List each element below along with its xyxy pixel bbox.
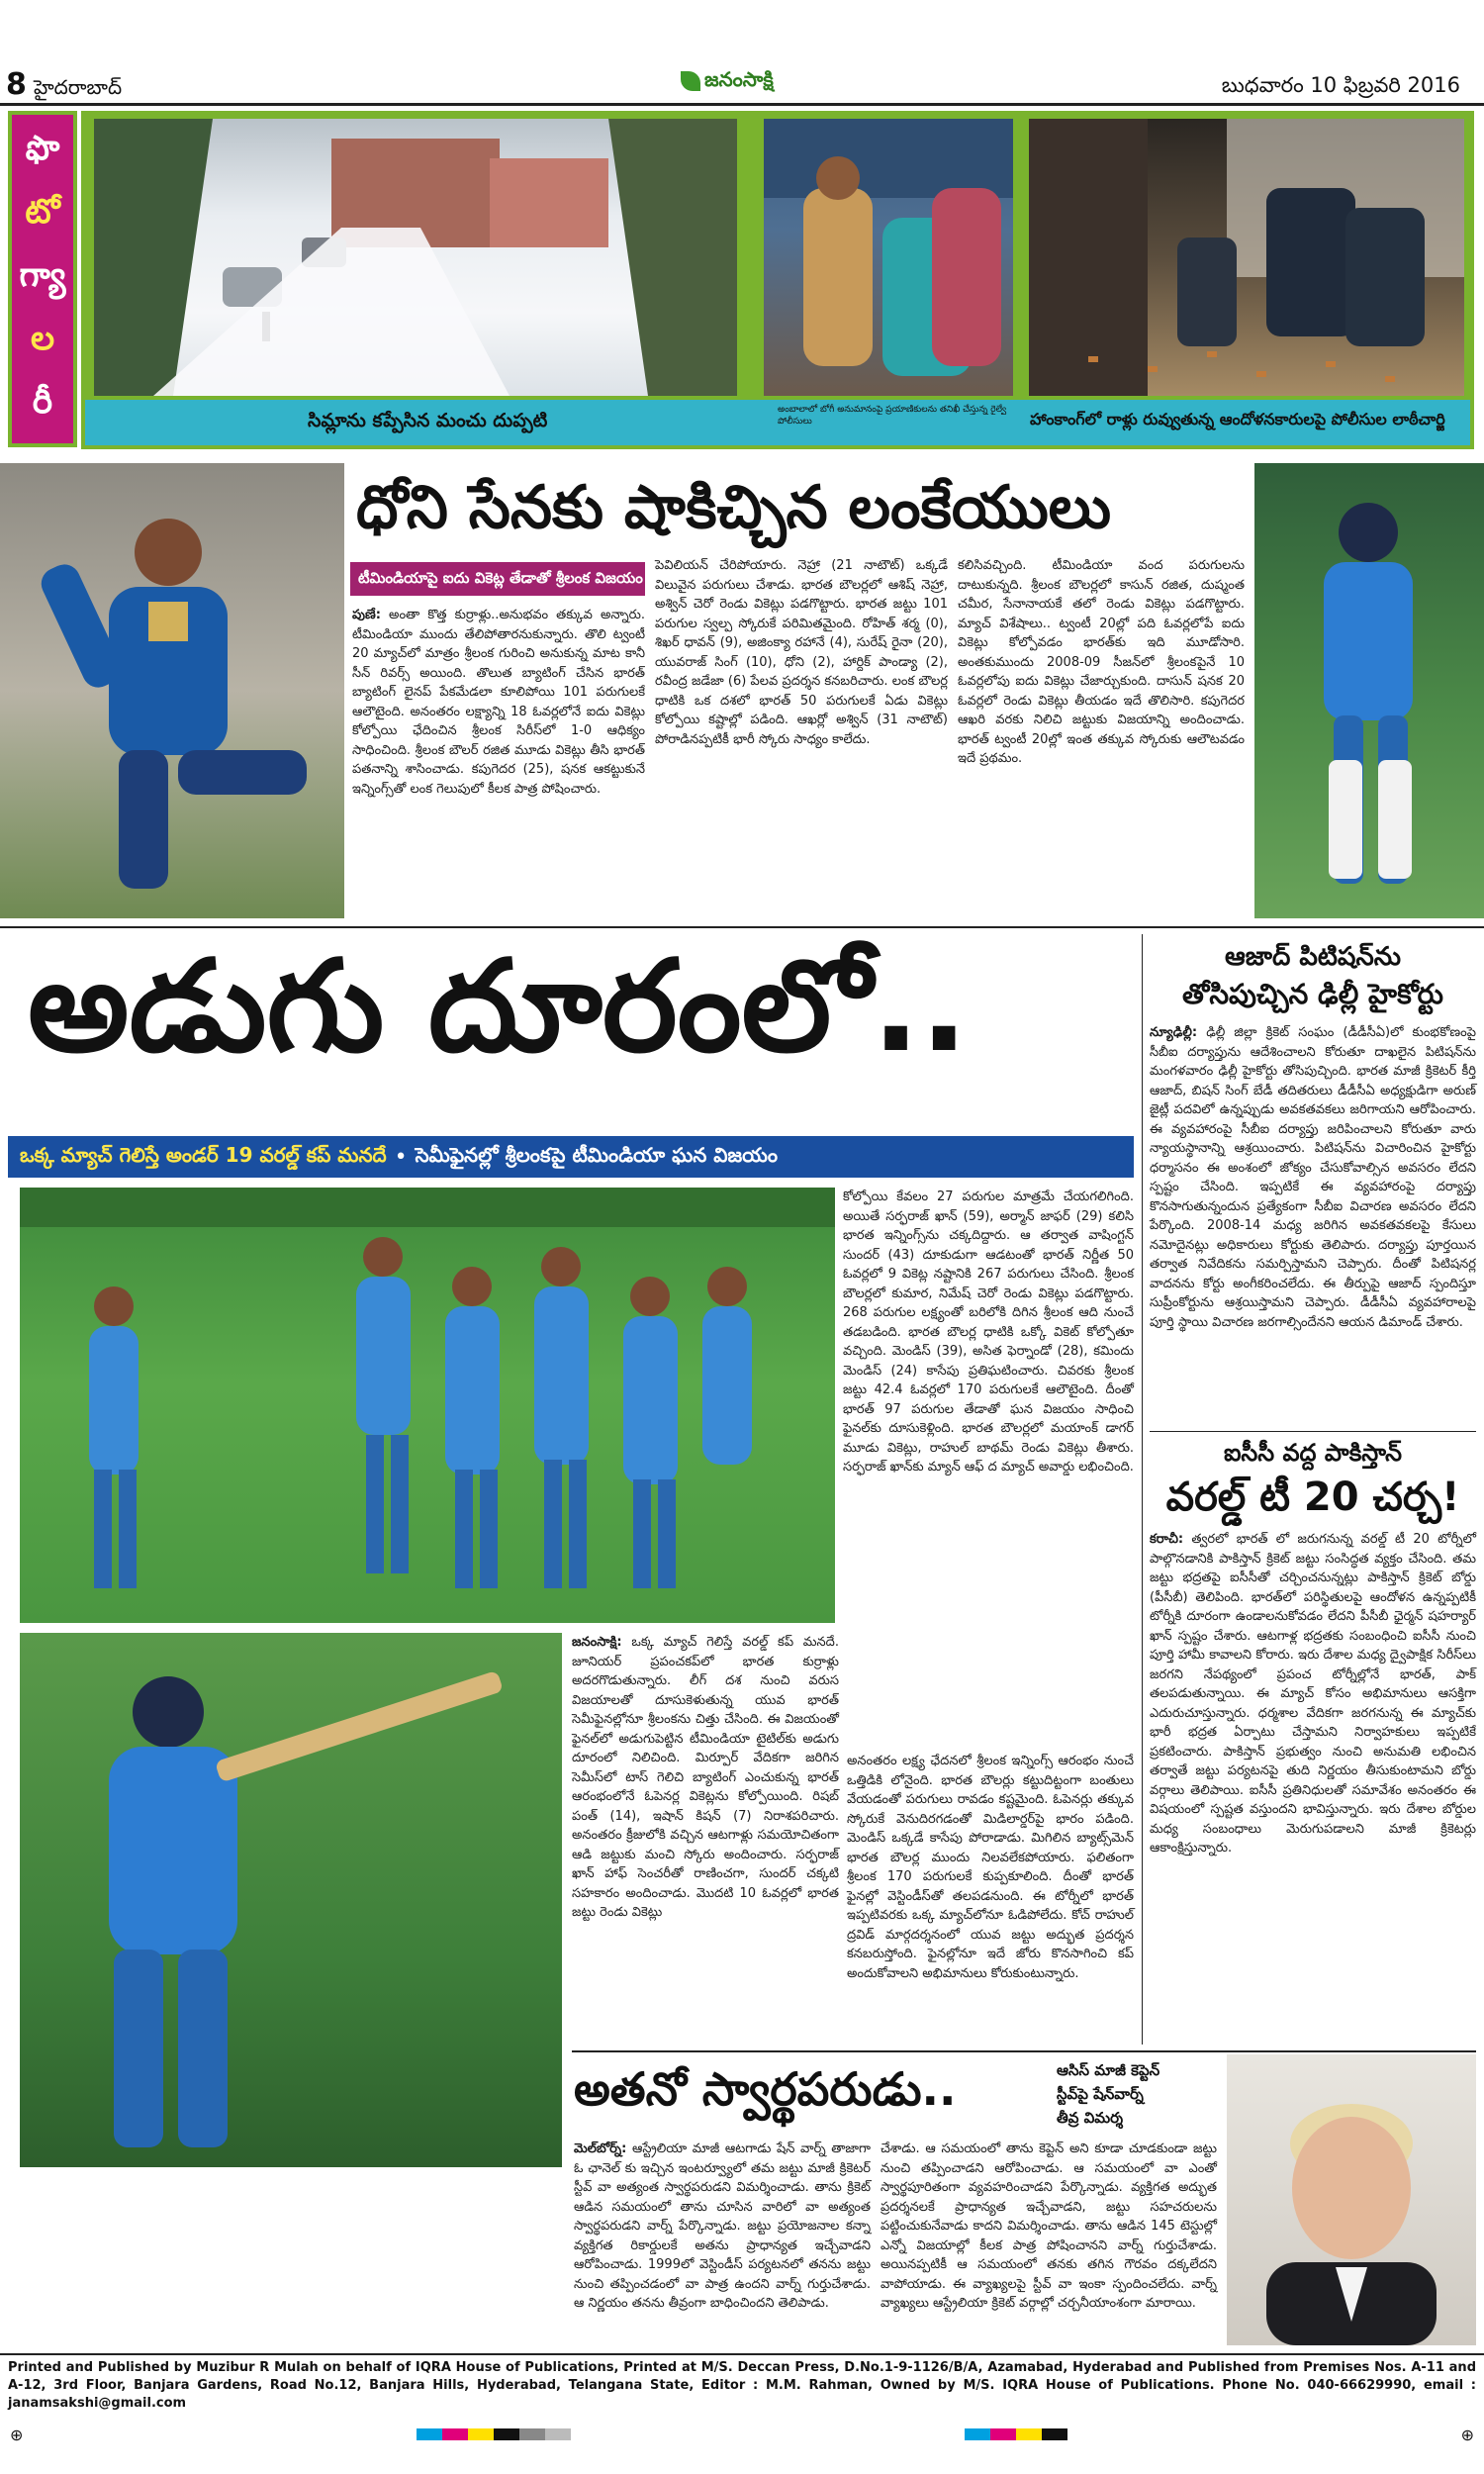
story2-column-lower-2: అనంతరం లక్ష్య ఛేదనలో శ్రీలంక ఇన్నింగ్స్ ఆరంభం నుంచే ఒత్తిడికి లోనైంది. భారత బౌలర్లు కట్టుదిట్టంగా బంతులు వేయడంతో పరుగులు రావడం కష్టమైంది. ఓపెనర్లు తక్కువ స్కోరుకే వెనుదిరగడంతో మిడిలార్డర్‌పై భారం పడింది. మెండిస్ ఒక్కడే కాసేపు పోరాడాడు. మిగిలిన బ్యాట్స్‌మెన్ భారత బౌలర్ల ముందు నిలవలేకపోయారు. ఫలితంగా శ్రీలంక 170 పరుగులకే కుప్పకూలింది. దీంతో భారత్ ఫైనల్లో వెస్టిండీస్‌తో తలపడనుంది. ఈ టోర్నీలో భారత్ ఇప్పటివరకు ఒక్క మ్యాచ్‌లోనూ ఓడిపోలేదు. కోచ్ రాహుల్ ద్రవిడ్ మార్గదర్శనంలో యువ జట్టు అద్భుత ప్రదర్శన కనబరుస్తోంది. ఫైనల్లోనూ ఇదే జోరు కొనసాగించి కప్ అందుకోవాలని అభిమానులు కోరుకుంటున్నారు. bbox=[847, 1754, 1134, 1981]
story3-headline: తోసిపుచ్చిన ఢిల్లీ హైకోర్టు bbox=[1182, 978, 1443, 1010]
batsman-shot-photo bbox=[20, 1633, 562, 2167]
registration-mark-icon: ⊕ bbox=[10, 2425, 24, 2444]
bullet-icon: • bbox=[394, 1144, 408, 1170]
leaf-icon bbox=[681, 71, 700, 91]
story3-bottom-rule bbox=[1150, 1431, 1476, 1432]
right-column-rule bbox=[1142, 934, 1143, 2045]
story2-headline: అడుగు దూరంలో.. bbox=[28, 933, 969, 1081]
story1-column-1 bbox=[352, 606, 645, 918]
story2-column-right: కోల్పోయి కేవలం 27 పరుగుల మాత్రమే చేయగలిగింది. అయితే సర్ఫరాజ్ ఖాన్ (59), అర్మాన్ జాఫర్ (29) కలిసి భారత ఇన్నింగ్స్‌ను చక్కదిద్దారు. ఆ తర్వాత వాషింగ్టన్ సుందర్ (43) దూకుడుగా ఆడటంతో భారత్ నిర్ణీత 50 ఓవర్లలో 9 వికెట్ల నష్టానికి 267 పరుగులు చేసింది. శ్రీలంక బౌలర్లలో కుమార, నిమేష్ చెరో రెండు వికెట్లు పడగొట్టారు. 268 పరుగుల లక్ష్యంతో బరిలోకి దిగిన శ్రీలంక ఆది నుంచే తడబడింది. భారత బౌలర్ల ధాటికి ఒక్కో వికెట్ కోల్పోతూ వచ్చింది. మెండిస్ (39), అసిత ఫెర్నాండో (28), కమిందు మెండిస్ (24) కాసేపు ప్రతిఘటించారు. చివరకు శ్రీలంక జట్టు 42.4 ఓవర్లలో 170 పరుగులకే ఆలౌటైంది. దీంతో భారత్ 97 పరుగుల తేడాతో ఘన విజయం సాధించి ఫైనల్‌కు దూసుకెళ్లింది. భారత బౌలర్లలో మయాంక్ డాగర్ మూడు వికెట్లు, రాహుల్ బాథమ్ రెండు వికెట్లు తీశారు. సర్ఫరాజ్ ఖాన్‌కు మ్యాన్ ఆఫ్ ద మ్యాచ్ అవార్డు లభించింది. bbox=[843, 1189, 1134, 1475]
story5-side-line-2: స్టీవ్‌పై షేన్‌వార్న్ bbox=[1057, 2085, 1144, 2103]
story2-banner-left: ఒక్క మ్యాచ్ గెలిస్తే అండర్ 19 వరల్డ్ కప్ మనదే bbox=[20, 1142, 387, 1167]
lanka-bowler-photo bbox=[0, 463, 344, 918]
registration-strip bbox=[0, 2425, 1484, 2444]
story4-body bbox=[1150, 1530, 1476, 2045]
story5-side-line-1: ఆసిస్ మాజీ కెప్టెన్ bbox=[1057, 2061, 1160, 2079]
story2-banner bbox=[8, 1136, 1134, 1178]
snow-caption: సిమ్లాను కప్పేసిన మంచు దుప్పటి bbox=[308, 410, 548, 431]
story3-kicker: ఆజాద్ పిటిషన్‌ను bbox=[1225, 942, 1401, 972]
story1-dateline: పుణే: bbox=[352, 608, 381, 622]
story3-body-text: ఢిల్లీ జిల్లా క్రికెట్ సంఘం (డీడీసీఏ)లో కుంభకోణంపై సీబీఐ దర్యాప్తును ఆదేశించాలని కోరుతూ దాఖలైన పిటిషన్‌ను మంగళవారం ఢిల్లీ హైకోర్టు తోసిపుచ్చింది. భారత మాజీ క్రికెటర్ కీర్తి ఆజాద్, బిషన్ సింగ్ బేడీ తదితరులు డీడీసీఏ అధ్యక్షుడిగా అరుణ్ జైట్లీ పదవిలో ఉన్నప్పుడు అవకతవకలు జరిగాయని ఆరోపించారు. ఈ వ్యవహారంపై సీబీఐ దర్యాప్తు జరిపించాలని కోరుతూ వారు న్యాయస్థానాన్ని ఆశ్రయించారు. పిటిషన్‌ను విచారించిన హైకోర్టు ధర్మాసనం ఈ అంశంలో జోక్యం చేసుకోవాల్సిన అవసరం లేదని స్పష్టం చేసింది. ఇప్పటికే ఈ వ్యవహారంపై దర్యాప్తు కొనసాగుతున్నందున ప్రత్యేకంగా సీబీఐ విచారణ అవసరం లేదని పేర్కొంది. 2008-14 మధ్య జరిగిన అవకతవకలపై కేసులు నమోదైనట్లు అధికారులు కోర్టుకు తెలిపారు. దర్యాప్తు పూర్తయిన తర్వాత నివేదికను సమర్పిస్తామని చెప్పారు. దీంతో పిటిషనర్ల వాదనను కోర్టు అంగీకరించలేదు. ఈ తీర్పుపై ఆజాద్ స్పందిస్తూ సుప్రీంకోర్టును ఆశ్రయిస్తామని చెప్పారు. డీడీసీఏ వ్యవహారాలపై పూర్తి స్థాయి విచారణ జరగాల్సిందేనని ఆయన డిమాండ్ చేశారు. bbox=[1150, 1025, 1476, 1330]
story3-body bbox=[1150, 1023, 1476, 1425]
gallery-label-char: ఫొ bbox=[25, 129, 60, 168]
story5-side-heading bbox=[1057, 2058, 1235, 2130]
story5-headline: అతనో స్వార్థపరుడు.. bbox=[574, 2062, 957, 2116]
story4-headline: వరల్డ్ టీ 20 చర్చ! bbox=[1165, 1475, 1460, 1520]
story2-dateline: జనంసాక్షి: bbox=[572, 1635, 622, 1650]
batsman-shot-figure bbox=[20, 1633, 562, 2167]
story3-dateline: న్యూఢిల్లీ: bbox=[1150, 1025, 1198, 1040]
gallery-label-column bbox=[8, 111, 77, 447]
page-header bbox=[0, 0, 1484, 109]
story4-body-text: త్వరలో భారత్ లో జరుగనున్న వరల్డ్ టీ 20 టోర్నీలో పాల్గొనడానికి పాకిస్తాన్ క్రికెట్ జట్టు సంసిద్ధత వ్యక్తం చేసింది. తమ జట్టు భద్రతపై ఐసీసీతో చర్చించనున్నట్లు పాకిస్తాన్ క్రికెట్ బోర్డు (పీసీబీ) తెలిపింది. భారత్‌లో పరిస్థితులపై ఆందోళన ఉన్నప్పటికీ టోర్నీకి దూరంగా ఉండాలనుకోవడం లేదని పీసీబీ ఛైర్మన్ షహర్యార్ ఖాన్ స్పష్టం చేశారు. ఆటగాళ్ల భద్రతకు సంబంధించి ఐసీసీ నుంచి పూర్తి హామీ కావాలని కోరారు. ఇరు దేశాల మధ్య ద్వైపాక్షిక సిరీస్‌లు జరగని నేపథ్యంలో ప్రపంచ టోర్నీల్లోనే భారత్, పాక్ తలపడుతున్నాయి. ఈ మ్యాచ్ కోసం అభిమానులు ఆసక్తిగా ఎదురుచూస్తున్నారు. ధర్మశాల వేదికగా జరగనున్న ఈ మ్యాచ్‌కు భారీ భద్రత ఏర్పాటు చేస్తామని నిర్వాహకులు ఇప్పటికే ప్రకటించారు. పాకిస్తాన్ ప్రభుత్వం నుంచి అనుమతి లభించిన తర్వాతే జట్టు పర్యటనపై తుది నిర్ణయం తీసుకుంటామని బోర్డు వర్గాలు తెలిపాయి. ఐసీసీ ప్రతినిధులతో సమావేశం అనంతరం ఈ విషయంలో స్పష్టత వస్తుందని భావిస్తున్నారు. ఇరు దేశాల బోర్డుల మధ్య సంబంధాలు మెరుగుపడాలని మాజీ క్రికెటర్లు ఆకాంక్షిస్తున్నారు. bbox=[1150, 1532, 1476, 1856]
gallery-label-char: గ్యా bbox=[19, 255, 66, 295]
masthead-logo bbox=[681, 65, 801, 97]
story4-dateline: కరాచీ: bbox=[1150, 1532, 1184, 1547]
story5-column-1 bbox=[574, 2140, 871, 2345]
imprint-footer: Printed and Published by Muzibur R Mulah on behalf of IQRA House of Publications, Printed at M/S. Deccan Press, D.No.1-9-1126/B/A, Azamabad, Hyderabad and Published from Premises Nos. A-11 and A-12, 3rd Floor, Banjara Gardens, Road No.12, Banjara Hills, Hyderabad, Telangana State, Editor : M.M. Rahman, Owned by M/S. IQRA House of Publications. Phone No. 040-66629990, email : janamsakshi@gmail.com bbox=[8, 2360, 1476, 2411]
train-scene bbox=[764, 119, 1013, 396]
story1-bottom-rule bbox=[0, 926, 1484, 928]
footer-top-rule bbox=[0, 2353, 1484, 2355]
registration-mark-icon: ⊕ bbox=[1460, 2425, 1474, 2444]
gallery-label-char: టో bbox=[25, 192, 60, 232]
story5-column-2: చేశాడు. ఆ సమయంలో తాను కెప్టెన్ అని కూడా చూడకుండా జట్టు నుంచి తప్పించాడని ఆరోపించాడు. ఆ సమయంలో వా ఎంతో స్వార్థపూరితంగా వ్యవహరించాడని పేర్కొన్నాడు. వ్యక్తిగత అద్భుత ప్రదర్శనలకే ప్రాధాన్యత ఇచ్చేవాడని, జట్టు సహచరులను పట్టించుకునేవాడు కాదని విమర్శించాడు. తాను ఆడిన 145 టెస్టుల్లో ఎన్నో విజయాల్లో కీలక పాత్ర పోషించానని వార్న్ గుర్తుచేశాడు. అయినప్పటికీ ఆ సమయంలో తనకు తగిన గౌరవం దక్కలేదని వాపోయాడు. ఈ వ్యాఖ్యలపై స్టీవ్ వా ఇంకా స్పందించలేదు. వార్న్ వ్యాఖ్యలు ఆస్ట్రేలియా క్రికెట్ వర్గాల్లో చర్చనీయాంశంగా మారాయి. bbox=[881, 2141, 1217, 2311]
story1-column-3: కలిసివచ్చింది. టీమిండియా వంద పరుగులను దాటుకున్నది. శ్రీలంక బౌలర్లలో కాసున్ రజిత, దుష్మంత చమీర, సేనానాయకే తలో రెండు వికెట్లు పడగొట్టారు. మ్యాచ్ విశేషాలు.. ట్వంటీ 20ల్లో పది ఓవర్లలోపే ఐదు వికెట్లు కోల్పోవడం భారత్‌కు ఇది మూడోసారి. అంతకుముందు 2008-09 సీజన్‌లో శ్రీలంకపైనే 10 ఓవర్లలోపు ఐదు వికెట్లు చేజార్చుకుంది. దాసున్ షనక 20 ఓవర్లలో రెండు వికెట్లు తీయడం ఇదే తొలిసారి. కపుగెదర ఆఖరి వరకు నిలిచి జట్టుకు విజయాన్ని అందించాడు. భారత్ ట్వంటీ 20ల్లో ఇంత తక్కువ స్కోరుకు ఆలౌటవడం ఇదే ప్రథమం. bbox=[958, 558, 1245, 766]
story1-subheadline: టీమిండియాపై ఐదు వికెట్ల తేడాతో శ్రీలంక విజయం bbox=[350, 562, 645, 596]
story1-headline: ధోని సేనకు షాకిచ్చిన లంకేయులు bbox=[356, 473, 1112, 542]
gallery-caption-bar bbox=[85, 400, 1470, 445]
protest-photo bbox=[1029, 119, 1464, 396]
logo-text: జనంసాక్షి bbox=[704, 66, 774, 91]
train-caption: అంబాలాలో బోగీ అనుమానంపై ప్రయాణికులను తనిఖీ చేస్తున్న రైల్వే పోలీసులు bbox=[778, 405, 1007, 427]
story5-side-line-3: తీవ్ర విమర్శ bbox=[1057, 2109, 1124, 2127]
team-celebration-photo bbox=[20, 1188, 835, 1623]
celebration-scene bbox=[20, 1188, 835, 1623]
story2-col-lower-text: ఒక్క మ్యాచ్ గెలిస్తే వరల్డ్ కప్ మనదే. జూనియర్ ప్రపంచకప్‌లో భారత కుర్రాళ్లు అదరగొడుతున్నారు. లీగ్ దశ నుంచి వరుస విజయాలతో దూసుకెళుతున్న యువ భారత్ సెమీఫైనల్లోనూ శ్రీలంకను చిత్తు చేసింది. ఈ విజయంతో ఫైనల్‌లో అడుగుపెట్టిన టీమిండియా టైటిల్‌కు అడుగు దూరంలో నిలిచింది. మిర్పూర్ వేదికగా జరిగిన సెమీస్‌లో టాస్ గెలిచి బ్యాటింగ్ ఎంచుకున్న భారత్ ఆరంభంలోనే ఓపెనర్ల వికెట్లను కోల్పోయింది. రిషబ్ పంత్ (14), ఇషాన్ కిషన్ (7) నిరాశపరిచారు. అనంతరం క్రీజులోకి వచ్చిన ఆటగాళ్లు సమయోచితంగా ఆడి జట్టుకు మంచి స్కోరు అందించారు. సర్ఫరాజ్ ఖాన్ హాఫ్ సెంచరీతో రాణించగా, సుందర్ చక్కటి సహకారం అందించాడు. మొదటి 10 ఓవర్లలో భారత జట్టు రెండు వికెట్లు bbox=[572, 1635, 839, 1920]
story5-top-rule bbox=[572, 2050, 1476, 2052]
gallery-label-char: ల bbox=[30, 319, 55, 358]
story1-column-2: పెవిలియన్ చేరిపోయారు. నెహ్రా (21 నాటౌట్) ఒక్కడే విలువైన పరుగులు చేశాడు. భారత బౌలర్లలో ఆశిష్ నెహ్రా, అశ్విన్ చెరో రెండు వికెట్లు పడగొట్టారు. భారత జట్టు 101 పరుగుల స్వల్ప స్కోరుకే పరిమితమైంది. రోహిత్ శర్మ (0), శిఖర్ ధావన్ (9), అజింక్యా రహానే (4), సురేష్ రైనా (20), యువరాజ్ సింగ్ (10), ధోని (2), హార్దిక్ పాండ్యా (2), రవీంద్ర జడేజా (6) పేలవ ప్రదర్శన కనబరిచారు. లంక బౌలర్ల ధాటికి ఒక దశలో భారత్ 50 పరుగులకే ఏడు వికెట్లు కోల్పోయి కష్టాల్లో పడింది. ఆఖర్లో అశ్విన్ (31 నాటౌట్) పోరాడినప్పటికీ భారీ స్కోరు సాధ్యం కాలేదు. bbox=[655, 558, 948, 747]
color-bars-right bbox=[965, 2428, 1067, 2440]
indian-batsman-walking-photo bbox=[1254, 463, 1484, 918]
story5-dateline: మెల్‌బోర్న్: bbox=[574, 2141, 627, 2156]
story4-kicker: ఐసీసీ వద్ద పాకిస్తాన్ bbox=[1223, 1439, 1403, 1467]
train-check-photo bbox=[764, 119, 1013, 396]
story2-column-lower bbox=[572, 1633, 839, 1959]
story1-col1-text: అంతా కొత్త కుర్రాళ్లు..అనుభవం తక్కువ అన్నారు. టీమిండియా ముందు తేలిపోతారనుకున్నారు. తొలి ట్వంటీ 20 మ్యాచ్‌లో మాత్రం శ్రీలంక గురించి అనుకున్న మాట కానీ సీన్ రివర్స్ అయింది. తొలుత బ్యాటింగ్ చేసిన భారత్ బ్యాటింగ్ లైనప్ పేకమేడలా కూలిపోయి 101 పరుగులకే ఆలౌటైంది. అనంతరం లక్ష్యాన్ని 18 ఓవర్లలోనే ఐదు వికెట్లు కోల్పోయి ఛేదించిన శ్రీలంక సిరీస్‌లో 1-0 ఆధిక్యం సాధించింది. శ్రీలంక బౌలర్ రజిత మూడు వికెట్లు తీసి భారత్ పతనాన్ని శాసించాడు. కపుగెదర (25), షనక ఆకట్టుకునే ఇన్నింగ్స్‌తో లంక గెలుపులో కీలక పాత్ర పోషించారు. bbox=[352, 608, 645, 797]
warne-portrait bbox=[1227, 2054, 1476, 2345]
protest-scene bbox=[1029, 119, 1464, 396]
shane-warne-photo bbox=[1227, 2054, 1476, 2345]
page-number: 8 bbox=[6, 67, 27, 102]
bowler-figure bbox=[0, 463, 344, 918]
snow-scene bbox=[94, 119, 737, 396]
protest-caption: హాంకాంగ్‌లో రాళ్లు రువ్వుతున్న ఆందోళనకారులపై పోలీసుల లాఠీచార్జి bbox=[1030, 410, 1445, 428]
story5-col1-text: ఆస్ట్రేలియా మాజీ ఆటగాడు షేన్ వార్న్ తాజాగా ఓ ఛానెల్ కు ఇచ్చిన ఇంటర్వ్యూలో తమ జట్టు మాజీ క్రికెటర్ స్టీవ్ వా అత్యంత స్వార్థపరుడని విమర్శించాడు. తాను క్రికెట్ ఆడిన సమయంలో తాను చూసిన వారిలో వా అత్యంత స్వార్థపరుడని వార్న్ పేర్కొన్నాడు. జట్టు ప్రయోజనాల కన్నా వ్యక్తిగత రికార్డులకే అతను ప్రాధాన్యత ఇచ్చేవాడని ఆరోపించాడు. 1999లో వెస్టిండీస్ పర్యటనలో తనను జట్టు నుంచి తప్పించడంలో వా పాత్ర ఉందని వార్న్ గుర్తుచేశాడు. ఆ నిర్ణయం తనను తీవ్రంగా బాధించిందని తెలిపాడు. bbox=[574, 2141, 871, 2311]
city-label: హైదరాబాద్ bbox=[34, 75, 123, 99]
snow-photo bbox=[94, 119, 737, 396]
color-bars bbox=[417, 2428, 571, 2440]
story2-banner-right: సెమీఫైనల్లో శ్రీలంకపై టీమిండియా ఘన విజయం bbox=[415, 1142, 778, 1167]
batsman-figure bbox=[1254, 463, 1484, 918]
gallery-label-char: రీ bbox=[32, 382, 53, 422]
header-date: బుధవారం 10 ఫిబ్రవరి 2016 bbox=[1221, 73, 1460, 97]
header-rule bbox=[0, 103, 1484, 106]
